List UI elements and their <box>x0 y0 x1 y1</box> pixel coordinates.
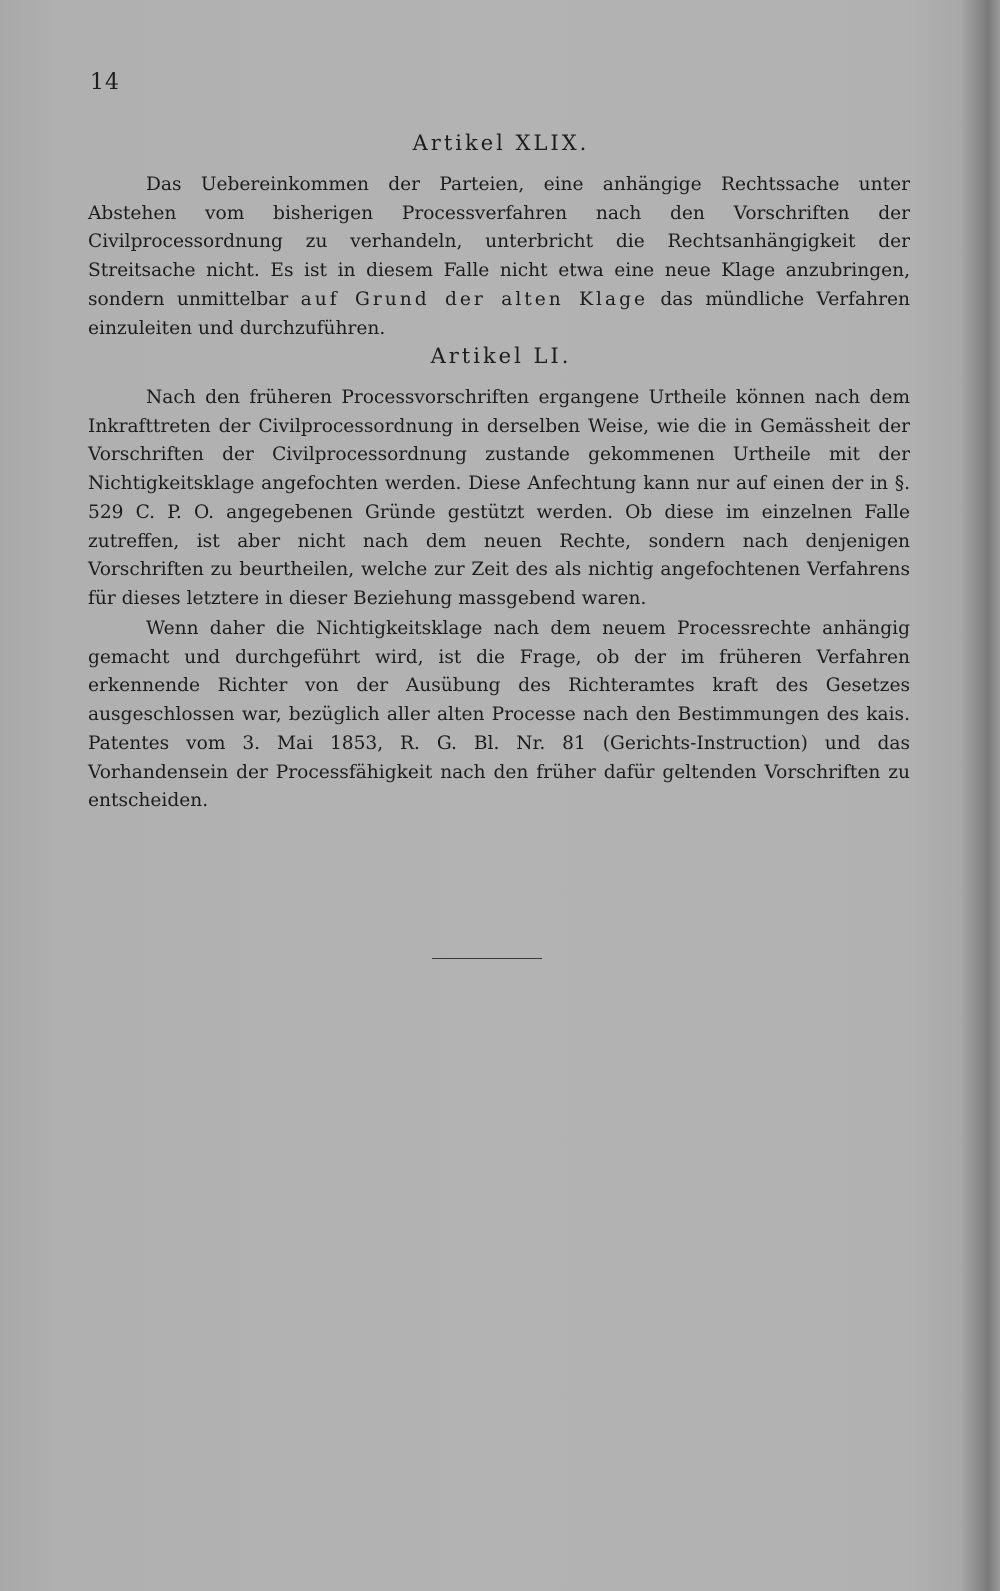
article-xlix-paragraph <box>88 171 910 343</box>
page-number: 14 <box>90 70 120 95</box>
article-li-heading: Artikel LI. <box>430 344 572 368</box>
paragraph-text: Das Uebereinkommen der Parteien, eine anhängige Rechtssache unter Abstehen vom bisherigen Processverfahren nach den Vorschriften der Civilprocessordnung zu verhandeln, unterbricht die Rechtsanhängigkeit der Streitsache nicht. Es ist in diesem Falle nicht etwa eine neue Klage anzubringen, sondern unmittelbar <box>88 174 910 310</box>
page-edge-shadow <box>960 0 1000 1591</box>
end-divider-rule <box>432 958 542 959</box>
article-li-paragraph-1: Nach den früheren Processvorschriften ergangene Urtheile können nach dem Inkrafttreten der Civilprocessordnung in derselben Weise, wie die in Gemässheit der Vorschriften der Civilprocessordnung zustande gekommenen Urtheile mit der Nichtigkeitsklage angefochten werden. Diese Anfechtung kann nur auf einen der in §. 529 C. P. O. angegebenen Gründe gestützt werden. Ob diese im einzelnen Falle zutreffen, ist aber nicht nach dem neuen Rechte, sondern nach denjenigen Vorschriften zu beurtheilen, welche zur Zeit des als nichtig angefochtenen Verfahrens für dieses letztere in dieser Beziehung massgebend waren. <box>88 387 910 609</box>
paragraph-text: das mündliche Verfahren einzuleiten und durchzuführen. <box>88 288 910 339</box>
article-xlix-heading: Artikel XLIX. <box>412 131 590 155</box>
article-li-paragraph-2: Wenn daher die Nichtigkeitsklage nach dem neuem Processrechte anhängig gemacht und durchgeführt wird, ist die Frage, ob der im früheren Verfahren erkennende Richter von der Ausübung des Richteramtes kraft des Gesetzes ausgeschlossen war, bezüglich aller alten Processe nach den Bestimmungen des kais. Patentes vom 3. Mai 1853, R. G. Bl. Nr. 81 (Gerichts-Instruction) und das Vorhandensein der Processfähigkeit nach den früher dafür geltenden Vorschriften zu entscheiden. <box>88 618 910 812</box>
emphasized-text: auf Grund der alten Klage <box>300 288 648 310</box>
